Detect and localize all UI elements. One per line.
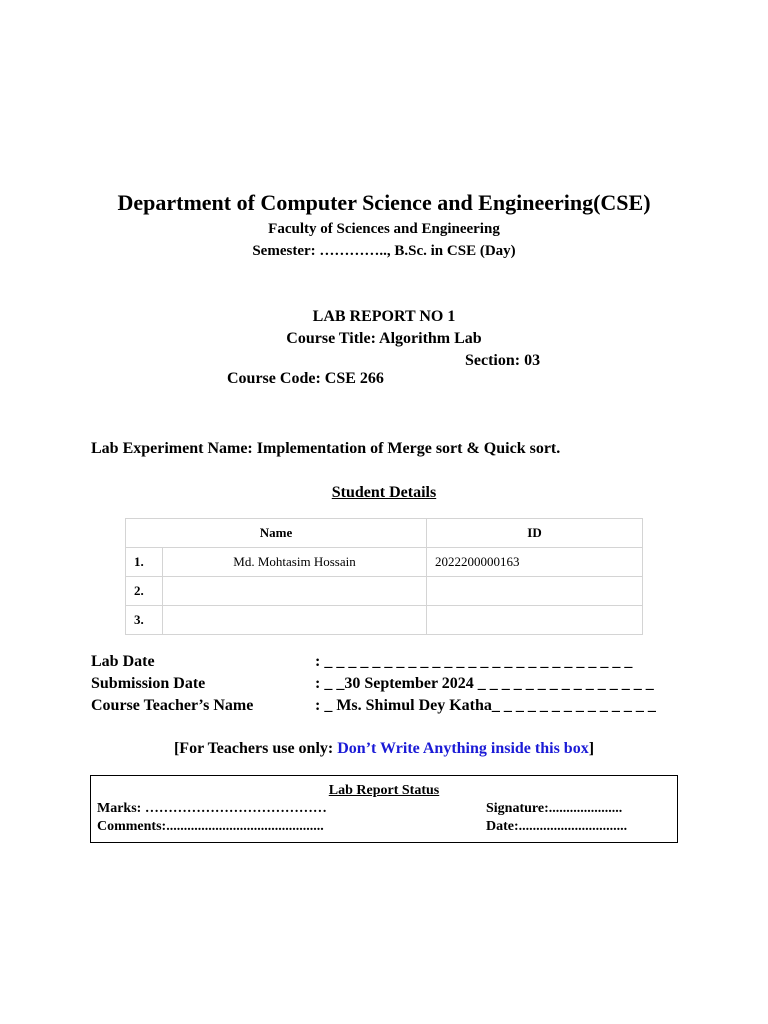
course-code: Course Code: CSE 266 [227, 370, 384, 387]
column-header-id: ID [427, 519, 643, 548]
lab-date-label: Lab Date [91, 653, 155, 670]
semester-line: Semester: ………….., B.Sc. in CSE (Day) [252, 243, 516, 259]
submission-date-label: Submission Date [91, 675, 206, 692]
student-name [163, 606, 427, 635]
section: Section: 03 [465, 352, 541, 369]
lab-date-row [91, 653, 633, 671]
faculty-name: Faculty of Sciences and Engineering [268, 221, 500, 237]
student-id: 2022200000163 [427, 548, 643, 577]
student-id [427, 606, 643, 635]
student-id [427, 577, 643, 606]
teacher-name-label: Course Teacher’s Name [91, 697, 254, 714]
date-field: Date:............................... [486, 819, 628, 834]
experiment-name: Lab Experiment Name: Implementation of Merge sort & Quick sort. [91, 440, 561, 457]
student-name: Md. Mohtasim Hossain [163, 548, 427, 577]
student-table [125, 518, 643, 635]
row-number: 1. [126, 548, 163, 577]
column-header-name: Name [126, 519, 427, 548]
table-row [126, 548, 643, 577]
submission-date-row [91, 675, 654, 693]
course-code-row [219, 352, 541, 406]
course-title: Course Title: Algorithm Lab [286, 330, 482, 347]
student-details-heading: Student Details [331, 484, 437, 501]
table-header-row [126, 519, 643, 548]
lab-date-value: : _ _ _ _ _ _ _ _ _ _ _ _ _ _ _ _ _ _ _ _ _ _ _ _ _ _ [315, 653, 633, 670]
row-number: 2. [126, 577, 163, 606]
lab-report-title: LAB REPORT NO 1 [312, 308, 456, 325]
student-name [163, 577, 427, 606]
status-box-title: Lab Report Status [328, 783, 440, 798]
row-number: 3. [126, 606, 163, 635]
table-row [126, 606, 643, 635]
department-title: Department of Computer Science and Engineering(CSE) [117, 190, 651, 215]
table-row [126, 577, 643, 606]
submission-date-value: : _ _30 September 2024 _ _ _ _ _ _ _ _ _ _ _ _ _ _ _ [315, 675, 654, 692]
teachers-note-warning: Don’t Write Anything inside this box [337, 740, 589, 757]
teachers-note-open: [For Teachers use only: [173, 740, 338, 757]
lab-report-status-box [90, 775, 678, 843]
teacher-name-row [91, 697, 656, 715]
signature-field: Signature:..................... [486, 801, 623, 816]
comments-field: Comments:............................................. [97, 819, 324, 834]
teachers-note [0, 740, 768, 758]
teacher-name-value: : _ Ms. Shimul Dey Katha_ _ _ _ _ _ _ _ _ _ _ _ _ _ [315, 697, 656, 714]
teachers-note-close: ] [588, 740, 595, 757]
marks-field: Marks: ………………………………… [97, 801, 327, 816]
